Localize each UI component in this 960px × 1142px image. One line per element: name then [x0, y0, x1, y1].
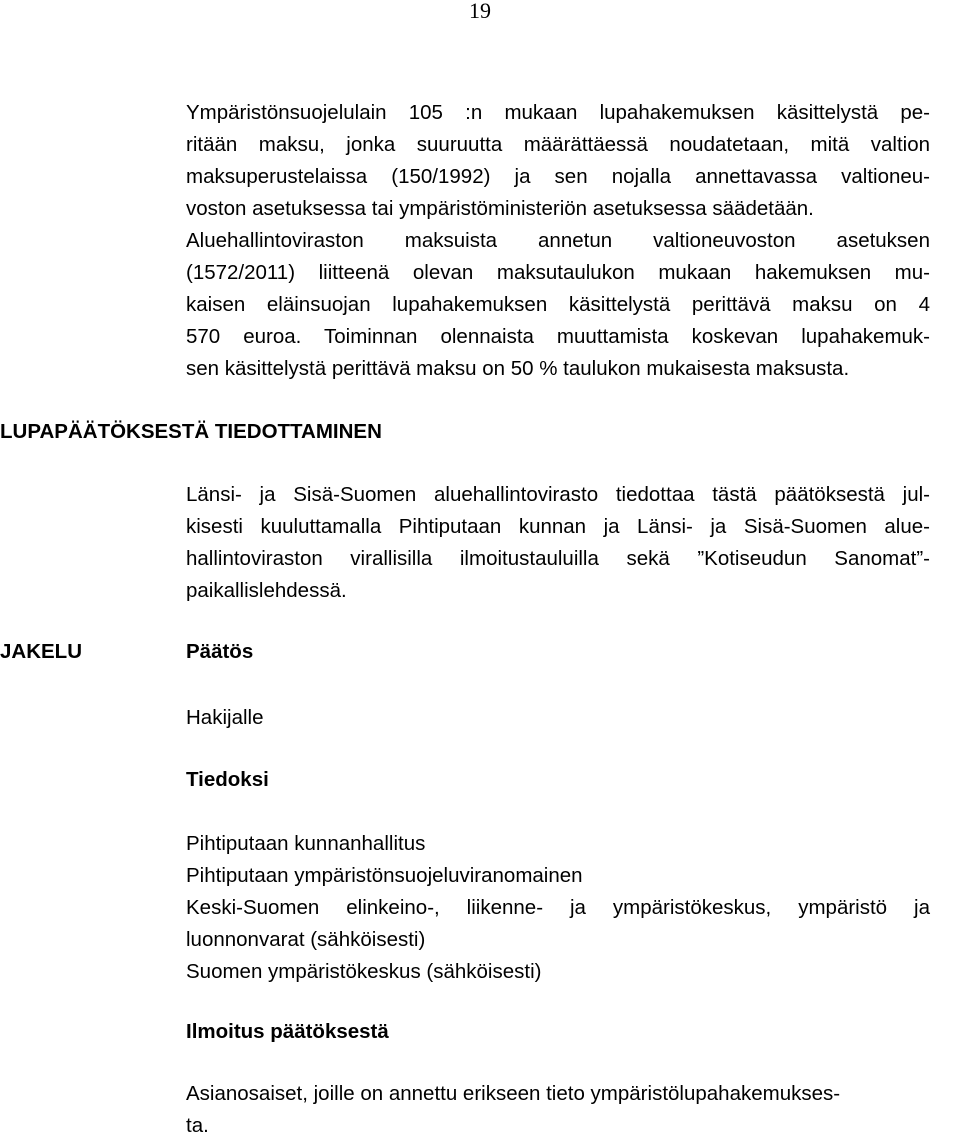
paragraph-line: Asianosaiset, joille on annettu erikseen tieto ympäristölupahakemukses- — [186, 1082, 841, 1105]
notice-paragraph — [186, 1078, 930, 1142]
paragraph-line: Länsi- ja Sisä-Suomen aluehallintovirasto tiedottaa tästä päätöksestä jul- — [186, 483, 930, 506]
info-recipients-list — [186, 828, 930, 988]
publication-heading: LUPAPÄÄTÖKSESTÄ TIEDOTTAMINEN — [0, 420, 382, 443]
page-number: 19 — [469, 0, 491, 23]
paragraph-line: sen käsittelystä perittävä maksu on 50 % taulukon mukaisesta maksusta. — [186, 357, 850, 380]
list-item: Pihtiputaan ympäristönsuojeluviranomainen — [186, 864, 583, 887]
decision-recipient: Hakijalle — [186, 706, 264, 729]
paragraph-line: kaisen eläinsuojan lupahakemuksen käsittelystä perittävä maksu on 4 — [186, 293, 930, 316]
publication-paragraph — [186, 479, 930, 607]
paragraph-line: maksuperustelaissa (150/1992) ja sen nojalla annettavassa valtioneu- — [186, 165, 930, 188]
list-item: Pihtiputaan kunnanhallitus — [186, 832, 426, 855]
paragraph-line: ritään maksu, jonka suuruutta määrättäessä noudatetaan, mitä valtion — [186, 133, 930, 156]
paragraph-line: kisesti kuuluttamalla Pihtiputaan kunnan ja Länsi- ja Sisä-Suomen alue- — [186, 515, 930, 538]
paragraph-line: paikallislehdessä. — [186, 579, 347, 602]
paragraph-line: (1572/2011) liitteenä olevan maksutaulukon mukaan hakemuksen mu- — [186, 261, 930, 284]
paragraph-line: Ympäristönsuojelulain 105 :n mukaan lupahakemuksen käsittelystä pe- — [186, 101, 930, 124]
info-heading: Tiedoksi — [186, 768, 269, 791]
list-item: Suomen ympäristökeskus (sähköisesti) — [186, 960, 542, 983]
notice-heading: Ilmoitus päätöksestä — [186, 1020, 389, 1043]
decision-heading: Päätös — [186, 640, 254, 663]
distribution-heading: JAKELU — [0, 640, 83, 663]
paragraph-line: ta. — [186, 1114, 209, 1137]
list-item: luonnonvarat (sähköisesti) — [186, 928, 426, 951]
paragraph-line: voston asetuksessa tai ympäristöministeriön asetuksessa säädetään. — [186, 197, 814, 220]
paragraph-line: Aluehallintoviraston maksuista annetun valtioneuvoston asetuksen — [186, 229, 930, 252]
list-item: Keski-Suomen elinkeino-, liikenne- ja ympäristökeskus, ympäristö ja — [186, 896, 930, 919]
fee-paragraph — [186, 97, 930, 385]
paragraph-line: hallintoviraston virallisilla ilmoitustauluilla sekä ”Kotiseudun Sanomat”- — [186, 547, 930, 570]
paragraph-line: 570 euroa. Toiminnan olennaista muuttamista koskevan lupahakemuk- — [186, 325, 930, 348]
